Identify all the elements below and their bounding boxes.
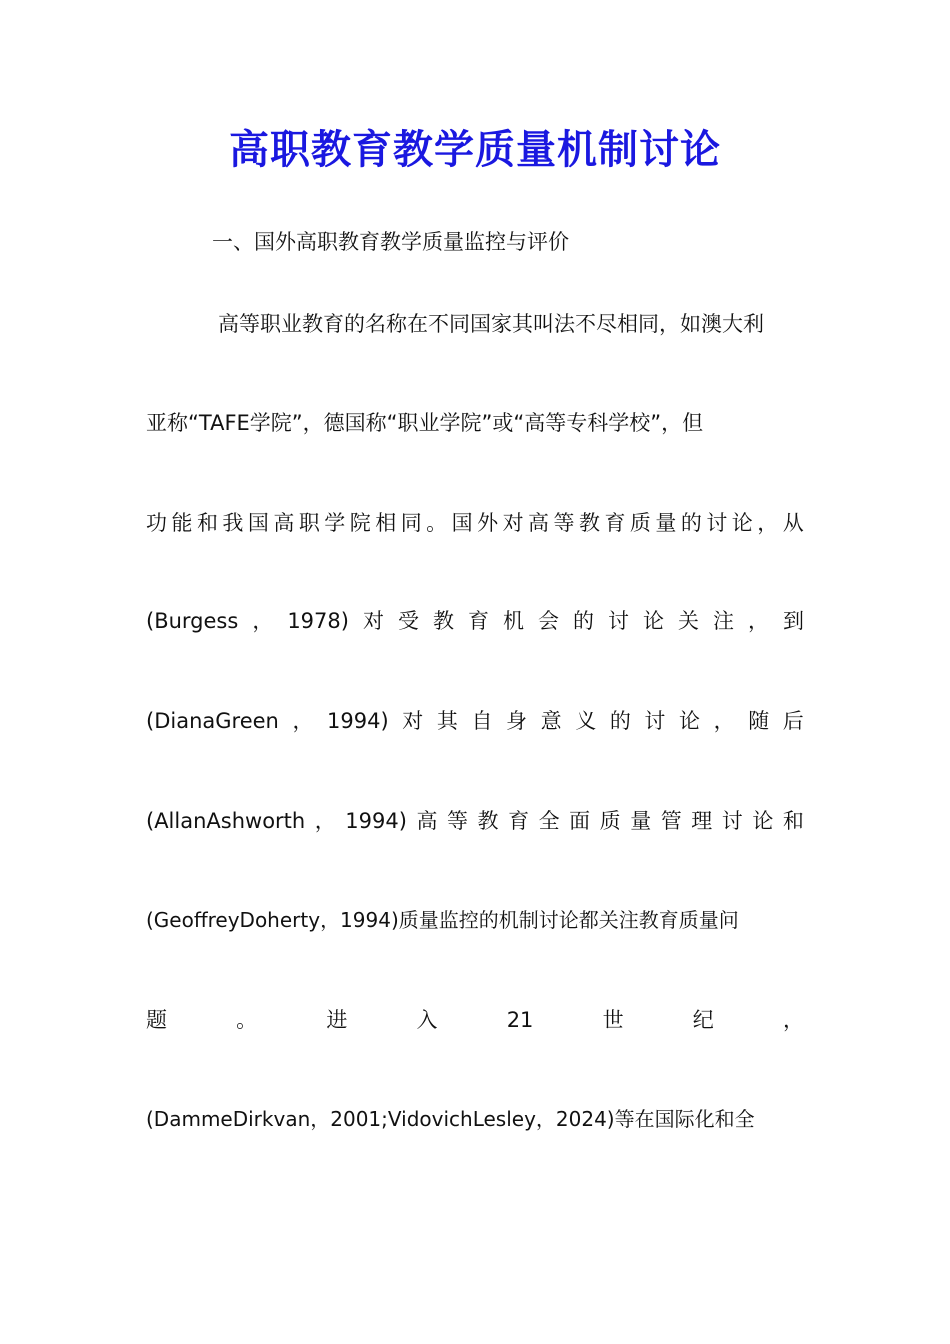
body-text-segment: 外 bbox=[477, 511, 499, 535]
body-text-segment: 育 bbox=[467, 609, 489, 633]
body-text-segment: ， bbox=[747, 609, 769, 633]
body-text-segment: 进 bbox=[326, 1008, 348, 1032]
body-text-segment: 教 bbox=[477, 809, 499, 833]
body-text-segment: ， bbox=[782, 1008, 804, 1032]
body-text-segment: 身 bbox=[506, 709, 528, 733]
body-text-segment: 对 bbox=[402, 709, 424, 733]
body-text-segment: 。 bbox=[426, 511, 448, 535]
body-text-segment: 纪 bbox=[692, 1008, 714, 1032]
body-text-segment: 论 bbox=[642, 609, 664, 633]
body-text-segment: 全 bbox=[538, 809, 560, 833]
body-text-segment: ， bbox=[757, 511, 779, 535]
body-text-segment: 注 bbox=[712, 609, 734, 633]
body-text-segment: 同 bbox=[400, 511, 422, 535]
body-text-segment: (AllanAshworth bbox=[146, 809, 306, 833]
body-text-segment: 高等职业教育的名称在不同国家其叫法不尽相同，如澳大利 bbox=[218, 312, 764, 336]
body-text-segment: ， bbox=[314, 809, 336, 833]
body-text-segment: 功 bbox=[146, 511, 167, 535]
body-text-segment: 自 bbox=[471, 709, 493, 733]
body-text-segment: 的 bbox=[680, 511, 702, 535]
body-text-segment: 质 bbox=[629, 511, 651, 535]
body-text-segment: 。 bbox=[236, 1008, 258, 1032]
body-text-segment: (DammeDirkvan，2001;VidovichLesley，2024)等在国际化和全 bbox=[146, 1107, 755, 1131]
body-text-segment: 院 bbox=[349, 511, 371, 535]
body-text-segment: 讨 bbox=[607, 609, 629, 633]
body-text-segment: (GeoffreyDoherty，1994)质量监控的机制讨论都关注教育质量问 bbox=[146, 908, 739, 932]
body-text-segment: 入 bbox=[416, 1008, 438, 1032]
body-text-segment: 学 bbox=[324, 511, 346, 535]
body-text-segment: 国 bbox=[247, 511, 269, 535]
body-text-segment: ， bbox=[252, 609, 274, 633]
body-text-segment: 讨 bbox=[706, 511, 728, 535]
body-text-segment: 到 bbox=[782, 609, 804, 633]
body-text-segment: 论 bbox=[752, 809, 774, 833]
body-line bbox=[146, 601, 804, 641]
body-text-segment: 管 bbox=[660, 809, 682, 833]
body-text-segment: 亚称“TAFE学院”，德国称“职业学院”或“高等专科学校”，但 bbox=[146, 411, 704, 435]
body-line bbox=[146, 403, 804, 443]
body-text-segment: ， bbox=[292, 709, 314, 733]
body-text-segment: 讨 bbox=[644, 709, 666, 733]
body-text-segment: 高 bbox=[528, 511, 550, 535]
body-text-segment: 高 bbox=[416, 809, 438, 833]
body-line bbox=[146, 900, 804, 940]
body-line bbox=[146, 801, 804, 841]
body-line bbox=[218, 304, 804, 344]
body-text-segment: 量 bbox=[655, 511, 677, 535]
body-text-segment: 育 bbox=[604, 511, 626, 535]
body-text-segment: 题 bbox=[146, 1008, 167, 1032]
body-text-segment: 后 bbox=[782, 709, 804, 733]
body-text-segment: 其 bbox=[436, 709, 458, 733]
body-text-segment: 理 bbox=[691, 809, 713, 833]
body-text-segment: 国 bbox=[451, 511, 473, 535]
body-text-segment: 对 bbox=[362, 609, 384, 633]
body-line bbox=[146, 503, 804, 543]
body-text-segment: 世 bbox=[602, 1008, 624, 1032]
body-text-segment: 受 bbox=[397, 609, 419, 633]
body-text-segment: 和 bbox=[782, 809, 804, 833]
body-text-segment: 会 bbox=[537, 609, 559, 633]
section-heading: 一、国外高职教育教学质量监控与评价 bbox=[212, 230, 569, 254]
body-text-segment: 意 bbox=[540, 709, 562, 733]
body-text-segment: 等 bbox=[447, 809, 468, 833]
body-text-segment: 教 bbox=[578, 511, 600, 535]
body-text-segment: 论 bbox=[679, 709, 701, 733]
body-text-segment: 量 bbox=[630, 809, 652, 833]
body-text-segment: 21 bbox=[506, 1008, 534, 1032]
body-line bbox=[146, 1000, 804, 1040]
body-text-segment: 义 bbox=[575, 709, 597, 733]
body-text-segment: 职 bbox=[298, 511, 320, 535]
body-text-segment: 相 bbox=[375, 511, 397, 535]
body-text-segment: 的 bbox=[572, 609, 594, 633]
body-text-segment: 1994) bbox=[345, 809, 407, 833]
body-text-segment: 对 bbox=[502, 511, 524, 535]
body-text-segment: 机 bbox=[502, 609, 524, 633]
body-text-segment: 1978) bbox=[287, 609, 349, 633]
body-text-segment: 的 bbox=[609, 709, 631, 733]
body-text-segment: 面 bbox=[569, 809, 591, 833]
body-text-segment: (Burgess bbox=[146, 609, 239, 633]
body-text-segment: 随 bbox=[748, 709, 770, 733]
body-text-segment: 教 bbox=[432, 609, 454, 633]
body-text-segment: 我 bbox=[222, 511, 244, 535]
document-title: 高职教育教学质量机制讨论 bbox=[229, 126, 721, 173]
body-text-segment: 育 bbox=[508, 809, 530, 833]
body-text-segment: 和 bbox=[196, 511, 218, 535]
body-text-segment: 质 bbox=[599, 809, 621, 833]
body-text-segment: 关 bbox=[677, 609, 699, 633]
body-text-segment: 从 bbox=[782, 511, 804, 535]
body-line bbox=[146, 701, 804, 741]
body-line bbox=[146, 1099, 804, 1139]
body-text-segment: 论 bbox=[731, 511, 753, 535]
body-text-segment: 能 bbox=[171, 511, 193, 535]
body-text-segment: ， bbox=[713, 709, 735, 733]
body-text-segment: 高 bbox=[273, 511, 295, 535]
body-text-segment: 等 bbox=[553, 511, 575, 535]
body-text-segment: 讨 bbox=[721, 809, 743, 833]
body-text-segment: 1994) bbox=[327, 709, 389, 733]
body-text-segment: (DianaGreen bbox=[146, 709, 279, 733]
